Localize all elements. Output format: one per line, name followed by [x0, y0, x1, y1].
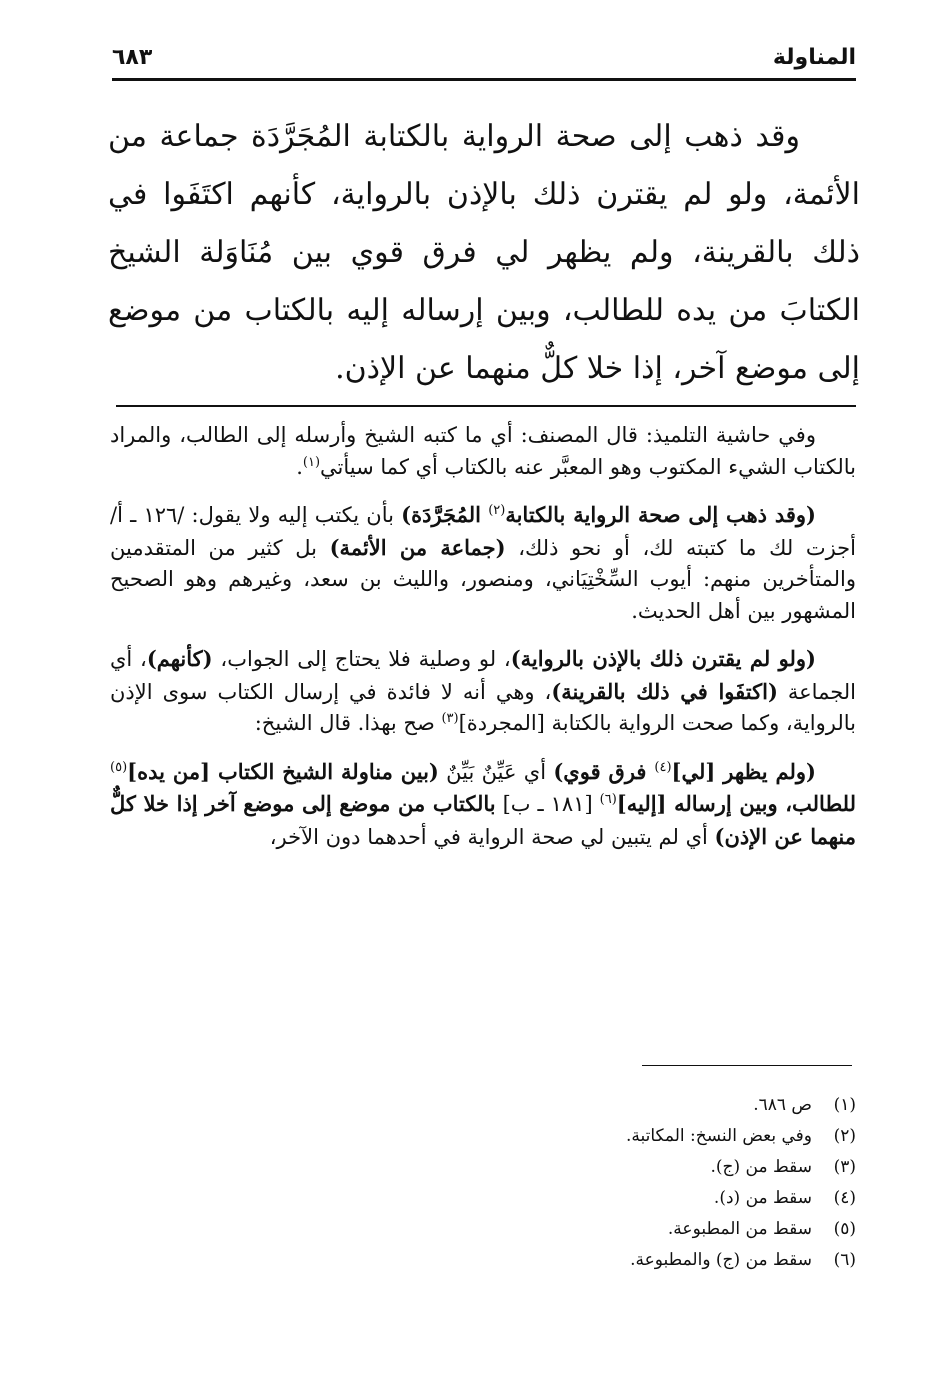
commentary-text: ، لو وصلية فلا يحتاج إلى الجواب،: [212, 647, 511, 671]
quoted-matn: للطالب، وبين إرساله [إليه]: [616, 791, 857, 816]
commentary-paragraph-2: [110, 499, 856, 627]
footnote-number: (٥): [833, 1219, 856, 1239]
footnotes-list: [136, 1090, 856, 1276]
commentary-text: أي عَيِّنٌ بَيِّنٌ: [438, 759, 554, 784]
quoted-matn: (ولو لم يقترن ذلك بالإذن بالرواية): [510, 646, 816, 671]
main-text-separator: [116, 405, 856, 407]
commentary-text: وفي حاشية التلميذ: قال المصنف: أي ما كتبه الشيخ وأرسله إلى الطالب، والمراد بالكتاب الشيء المكتوب وهو المعبَّر عنه بالكتاب أي كما سيأتي: [110, 423, 856, 479]
commentary-paragraph-1: [110, 420, 856, 483]
commentary-text: بأن يكتب إليه ولا يقول: /١٢٦ ـ أ/ أجزت لك ما كتبته لك، أو نحو ذلك،: [110, 503, 856, 560]
commentary-paragraph-4: [110, 756, 856, 854]
quoted-matn: (وقد ذهب إلى صحة الرواية بالكتابة: [505, 502, 816, 527]
commentary-text: ، أي الجماعة: [110, 647, 856, 704]
running-title: المناولة: [772, 44, 856, 70]
quoted-matn: (اكتفَوا في ذلك بالقرينة): [551, 678, 778, 704]
main-paragraph: وقد ذهب إلى صحة الرواية بالكتابة المُجَرَّدَة جماعة من الأئمة، ولو لم يقترن ذلك بالإذن بالرواية، كأنهم اكتَفَوا في ذلك بالقرينة، ولم يظهر لي فرق قوي بين مُنَاوَلة الشيخ الكتابَ من يده للطالب، وبين إرساله إليه بالكتاب من موضع إلى موضع آخر، إذا خلا كلٌّ منهما عن الإذن.: [108, 119, 860, 386]
quoted-matn: فرق قوي): [553, 758, 655, 784]
footnote-ref: (٣): [441, 711, 459, 726]
footnote-item: [136, 1152, 856, 1183]
footnote-ref: (٤): [654, 759, 672, 775]
footnote-text: ص ٦٨٦.: [753, 1095, 812, 1115]
footnote-number: (٤): [833, 1188, 856, 1208]
footnote-number: (٣): [833, 1157, 856, 1177]
footnote-item: [136, 1090, 856, 1121]
commentary-text: بل كثير من المتقدمين والمتأخرين منهم: أيوب السِّخْتِيَاني، ومنصور، والليث بن سعد، وغيرهم وهو الصحيح المشهور بين أهل الحديث.: [110, 535, 856, 623]
commentary-text: .: [296, 454, 303, 479]
commentary-text: ، وهي أنه لا فائدة في إرسال الكتاب سوى الإذن بالرواية، وكما صحت الرواية بالكتابة [المجردة]: [110, 679, 856, 735]
commentary-paragraph-3: [110, 643, 856, 740]
commentary-block: [110, 420, 856, 869]
commentary-text: صح بهذا. قال الشيخ:: [254, 711, 442, 735]
footnote-number: (٢): [833, 1126, 856, 1146]
footnote-number: (٦): [833, 1250, 856, 1270]
footnote-item: [136, 1214, 856, 1245]
footnote-ref: (٢): [488, 503, 506, 518]
footnote-text: سقط من (ج) والمطبوعة.: [630, 1250, 812, 1270]
footnote-number: (١): [833, 1095, 856, 1115]
footnote-text: سقط من المطبوعة.: [667, 1219, 812, 1239]
page-header: [112, 36, 856, 81]
page-number: ٦٨٣: [112, 44, 153, 70]
commentary-text: أي لم يتبين لي صحة الرواية في أحدهما دون الآخر،: [269, 824, 715, 849]
footnotes-separator: [642, 1065, 852, 1066]
footnote-text: سقط من (ج).: [710, 1157, 812, 1177]
quoted-matn: (بين مناولة الشيخ الكتاب [من يده]: [127, 758, 439, 784]
footnote-ref: (٦): [599, 792, 617, 807]
footnote-ref: (٥): [110, 759, 128, 775]
quoted-matn: (كأنهم): [146, 646, 213, 671]
commentary-text: [١٨١ ـ ب]: [495, 792, 600, 816]
footnote-item: [136, 1245, 856, 1276]
footnote-item: [136, 1183, 856, 1214]
main-text-block: [108, 108, 860, 398]
footnote-item: [136, 1121, 856, 1152]
quoted-matn: بالكتاب من موضع إلى موضع آخر إذا خلا كلٌّ منهما عن الإذن): [110, 791, 856, 849]
quoted-matn: (جماعة من الأئمة): [329, 534, 506, 560]
footnote-text: سقط من (د).: [713, 1188, 812, 1208]
quoted-matn: (ولم يظهر [لي]: [671, 758, 816, 784]
footnote-text: وفي بعض النسخ: المكاتبة.: [625, 1126, 812, 1146]
footnote-ref: (١): [302, 454, 321, 470]
quoted-matn: المُجَرَّدَة): [401, 502, 481, 527]
